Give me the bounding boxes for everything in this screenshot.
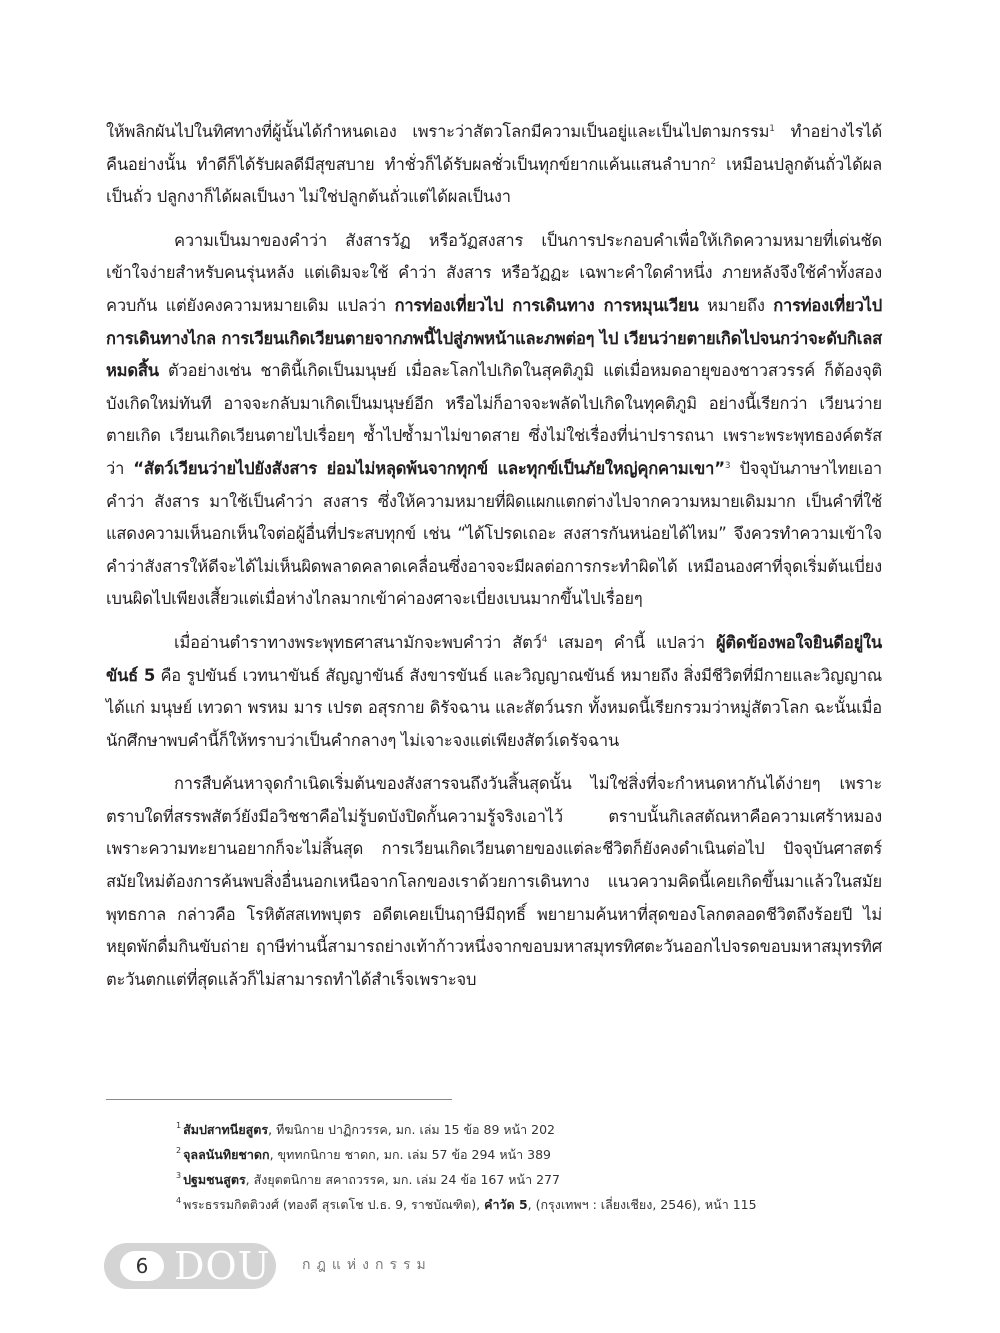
footnote	[176, 1167, 876, 1192]
bold-text: การท่องเที่ยวไป การเดินทางไกล การเวียนเกิดเวียนตายจากภพนี้ไปสู่ภพหน้าและภพต่อๆ ไป เวียนว่ายตายเกิดไปจนกว่าจะดับกิเลสหมดสิ้น	[106, 295, 883, 381]
footnote-reference: , สังยุตตนิกาย สคาถวรรค, มก. เล่ม 24 ข้อ 167 หน้า 277	[245, 1172, 560, 1187]
footnote	[176, 1117, 876, 1142]
paragraph	[106, 225, 882, 616]
book-title: กฎแห่งกรรม	[302, 1257, 432, 1273]
footnote-title: สัมปสาทนียสูตร	[183, 1122, 269, 1137]
text-run: ทำอย่างไรได้คืนอย่างนั้น ทำดีก็ได้รับผลดีมีสุขสบาย ทำชั่วก็ได้รับผลชั่วเป็นทุกข์ยากแค้นแสนลำบาก	[106, 122, 882, 174]
footnote-divider	[106, 1099, 452, 1100]
text-run: ความเป็นมาของคำว่า สังสารวัฏ หรือวัฏสงสาร เป็นการประกอบคำเพื่อให้เกิดความหมายที่เด่นชัดเข้าใจง่ายสำหรับคนรุ่นหลัง แต่เดิมจะใช้ คำว่า สังสาร หรือวัฏฏะ เฉพาะคำใดคำหนึ่ง ภายหลังจึงใช้คำทั้งสองควบกัน แต่ยังคงความหมายเดิม แปลว่า	[106, 230, 882, 315]
footnote-reference: , (กรุงเทพฯ : เลี่ยงเชียง, 2546), หน้า 115	[527, 1197, 757, 1212]
page-footer	[104, 1243, 524, 1289]
footnote-number: 1	[176, 1121, 182, 1130]
footnote	[176, 1192, 876, 1217]
text-run: เสมอๆ คำนี้ แปลว่า	[547, 632, 716, 652]
paragraph	[106, 116, 882, 214]
text-run: คือ รูปขันธ์ เวทนาขันธ์ สัญญาขันธ์ สังขารขันธ์ และวิญญาณขันธ์ หมายถึง สิ่งมีชีวิตที่มีกายและวิญญาณ ได้แก่ มนุษย์ เทวดา พรหม มาร เปรต อสุรกาย ดิรัจฉาน และสัตว์นรก ทั้งหมดนี้เรียกรวมว่าหมู่สัตวโลก ฉะนั้นเมื่อนักศึกษาพบคำนี้ก็ให้ทราบว่าเป็นคำกลางๆ ไม่เจาะจงแต่เพียงสัตว์เดรัจฉาน	[106, 665, 882, 750]
footnote-number: 4	[176, 1196, 182, 1205]
footnote-marker: 1	[769, 124, 775, 134]
footnote-marker: 2	[710, 156, 716, 167]
text-run: เหมือนปลูกต้นถั่วได้ผลเป็นถั่ว ปลูกงาก็ได้ผลเป็นงา ไม่ใช่ปลูกต้นถั่วแต่ได้ผลเป็นงา	[106, 154, 882, 207]
text-run: หมายถึง	[698, 295, 774, 315]
text-run: ปัจจุบันภาษาไทยเอาคำว่า สังสาร มาใช้เป็นคำว่า สงสาร ซึ่งให้ความหมายที่ผิดแผกแตกต่างไปจากความหมายเดิมมาก เป็นคำที่ใช้แสดงความเห็นอกเห็นใจต่อผู้อื่นที่ประสบทุกข์ เช่น “ได้โปรดเถอะ สงสารกันหน่อยได้ไหม” จึงควรทำความเข้าใจคำว่าสังสารให้ดีจะได้ไม่เห็นผิดพลาดคลาดเคลื่อนซึ่งอาจจะมีผลต่อการกระทำผิดได้ เหมือนองศาที่จุดเริ่มต้นเบี่ยงเบนผิดไปเพียงเสี้ยวแต่เมื่อห่างไกลมากเข้าค่าองศาจะเบี่ยงเบนมากขึ้นไปเรื่อยๆ	[106, 458, 882, 609]
body-text	[106, 116, 882, 996]
footnote-marker: 4	[541, 634, 548, 645]
footnote-marker: 3	[724, 460, 731, 471]
bold-text: “สัตว์เวียนว่ายไปยังสังสาร ย่อมไม่หลุดพ้นจากทุกข์ และทุกข์เป็นภัยใหญ่คุกคามเขา”	[133, 458, 725, 478]
footnote-title: ปฐมชนสูตร	[183, 1172, 246, 1187]
footnote-number: 2	[176, 1146, 182, 1155]
bold-text: ผู้ติดข้องพอใจยินดีอยู่ในขันธ์ 5	[106, 632, 882, 685]
text-run: ตัวอย่างเช่น ชาตินี้เกิดเป็นมนุษย์ เมื่อละโลกไปเกิดในสุคติภูมิ แต่เมื่อหมดอายุของชาวสวรรค์ ก็ต้องจุติบังเกิดใหม่ทันที อาจจะกลับมาเกิดเป็นมนุษย์อีก หรือไม่ก็อาจจะพลัดไปเกิดในทุคติภูมิ อย่างนี้เรียกว่า เวียนว่ายตายเกิด เวียนเกิดเวียนตายไปเรื่อยๆ ซ้ำไปซ้ำมาไม่ขาดสาย ซึ่งไม่ใช่เรื่องที่น่าปรารถนา เพราะพระพุทธองค์ตรัสว่า	[106, 361, 882, 478]
footnote-reference: , ทีฆนิกาย ปาฏิกวรรค, มก. เล่ม 15 ข้อ 89 หน้า 202	[268, 1122, 556, 1137]
footnote-title: คำวัด 5	[484, 1197, 528, 1212]
footnote-author: พระธรรมกิตติวงศ์ (ทองดี สุรเตโช ป.ธ. 9, ราชบัณฑิต),	[183, 1197, 485, 1212]
footnotes	[176, 1117, 876, 1217]
text-run: การสืบค้นหาจุดกำเนิดเริ่มต้นของสังสารจนถึงวันสิ้นสุดนั้น ไม่ใช่สิ่งที่จะกำหนดหากันได้ง่ายๆ เพราะตราบใดที่สรรพสัตว์ยังมีอวิชชาคือไม่รู้บดบังปิดกั้นความรู้จริงเอาไว้ ตราบนั้นกิเลสตัณหาคือความเศร้าหมองเพราะความทะยานอยากก็จะไม่สิ้นสุด การเวียนเกิดเวียนตายของแต่ละชีวิตก็ยังคงดำเนินต่อไป ปัจจุบันศาสตร์สมัยใหม่ต้องการค้นพบสิ่งอื่นนอกเหนือจากโลกของเราด้วยการเดินทาง แนวความคิดนี้เคยเกิดขึ้นมาแล้วในสมัยพุทธกาล กล่าวคือ โรหิตัสสเทพบุตร อดีตเคยเป็นฤาษีมีฤทธิ์ พยายามค้นหาที่สุดของโลกตลอดชีวิตถึงร้อยปี ไม่หยุดพักดื่มกินขับถ่าย ฤาษีท่านนี้สามารถย่างเท้าก้าวหนึ่งจากขอบมหาสมุทรทิศตะวันออกไปจรดขอบมหาสมุทรทิศตะวันตกแต่ที่สุดแล้วก็ไม่สามารถทำได้สำเร็จเพราะจบ	[106, 774, 882, 989]
page-number: 6	[120, 1251, 164, 1281]
page-badge	[104, 1243, 276, 1289]
dou-logo: DOU	[174, 1244, 271, 1288]
paragraph	[106, 768, 882, 996]
footnote-reference: , ขุททกนิกาย ชาดก, มก. เล่ม 57 ข้อ 294 หน้า 389	[269, 1147, 551, 1162]
text-run: ให้พลิกผันไปในทิศทางที่ผู้นั้นได้กำหนดเอง เพราะว่าสัตวโลกมีความเป็นอยู่และเป็นไปตามกรรม	[106, 122, 770, 141]
footnote	[176, 1142, 876, 1167]
footnote-title: จุลลนันทิยชาดก	[183, 1147, 270, 1162]
paragraph	[106, 627, 882, 757]
text-run: เมื่ออ่านตำราทางพระพุทธศาสนามักจะพบคำว่า สัตว์	[174, 632, 542, 652]
bold-text: การท่องเที่ยวไป การเดินทาง การหมุนเวียน	[394, 295, 699, 315]
footnote-number: 3	[176, 1171, 182, 1180]
